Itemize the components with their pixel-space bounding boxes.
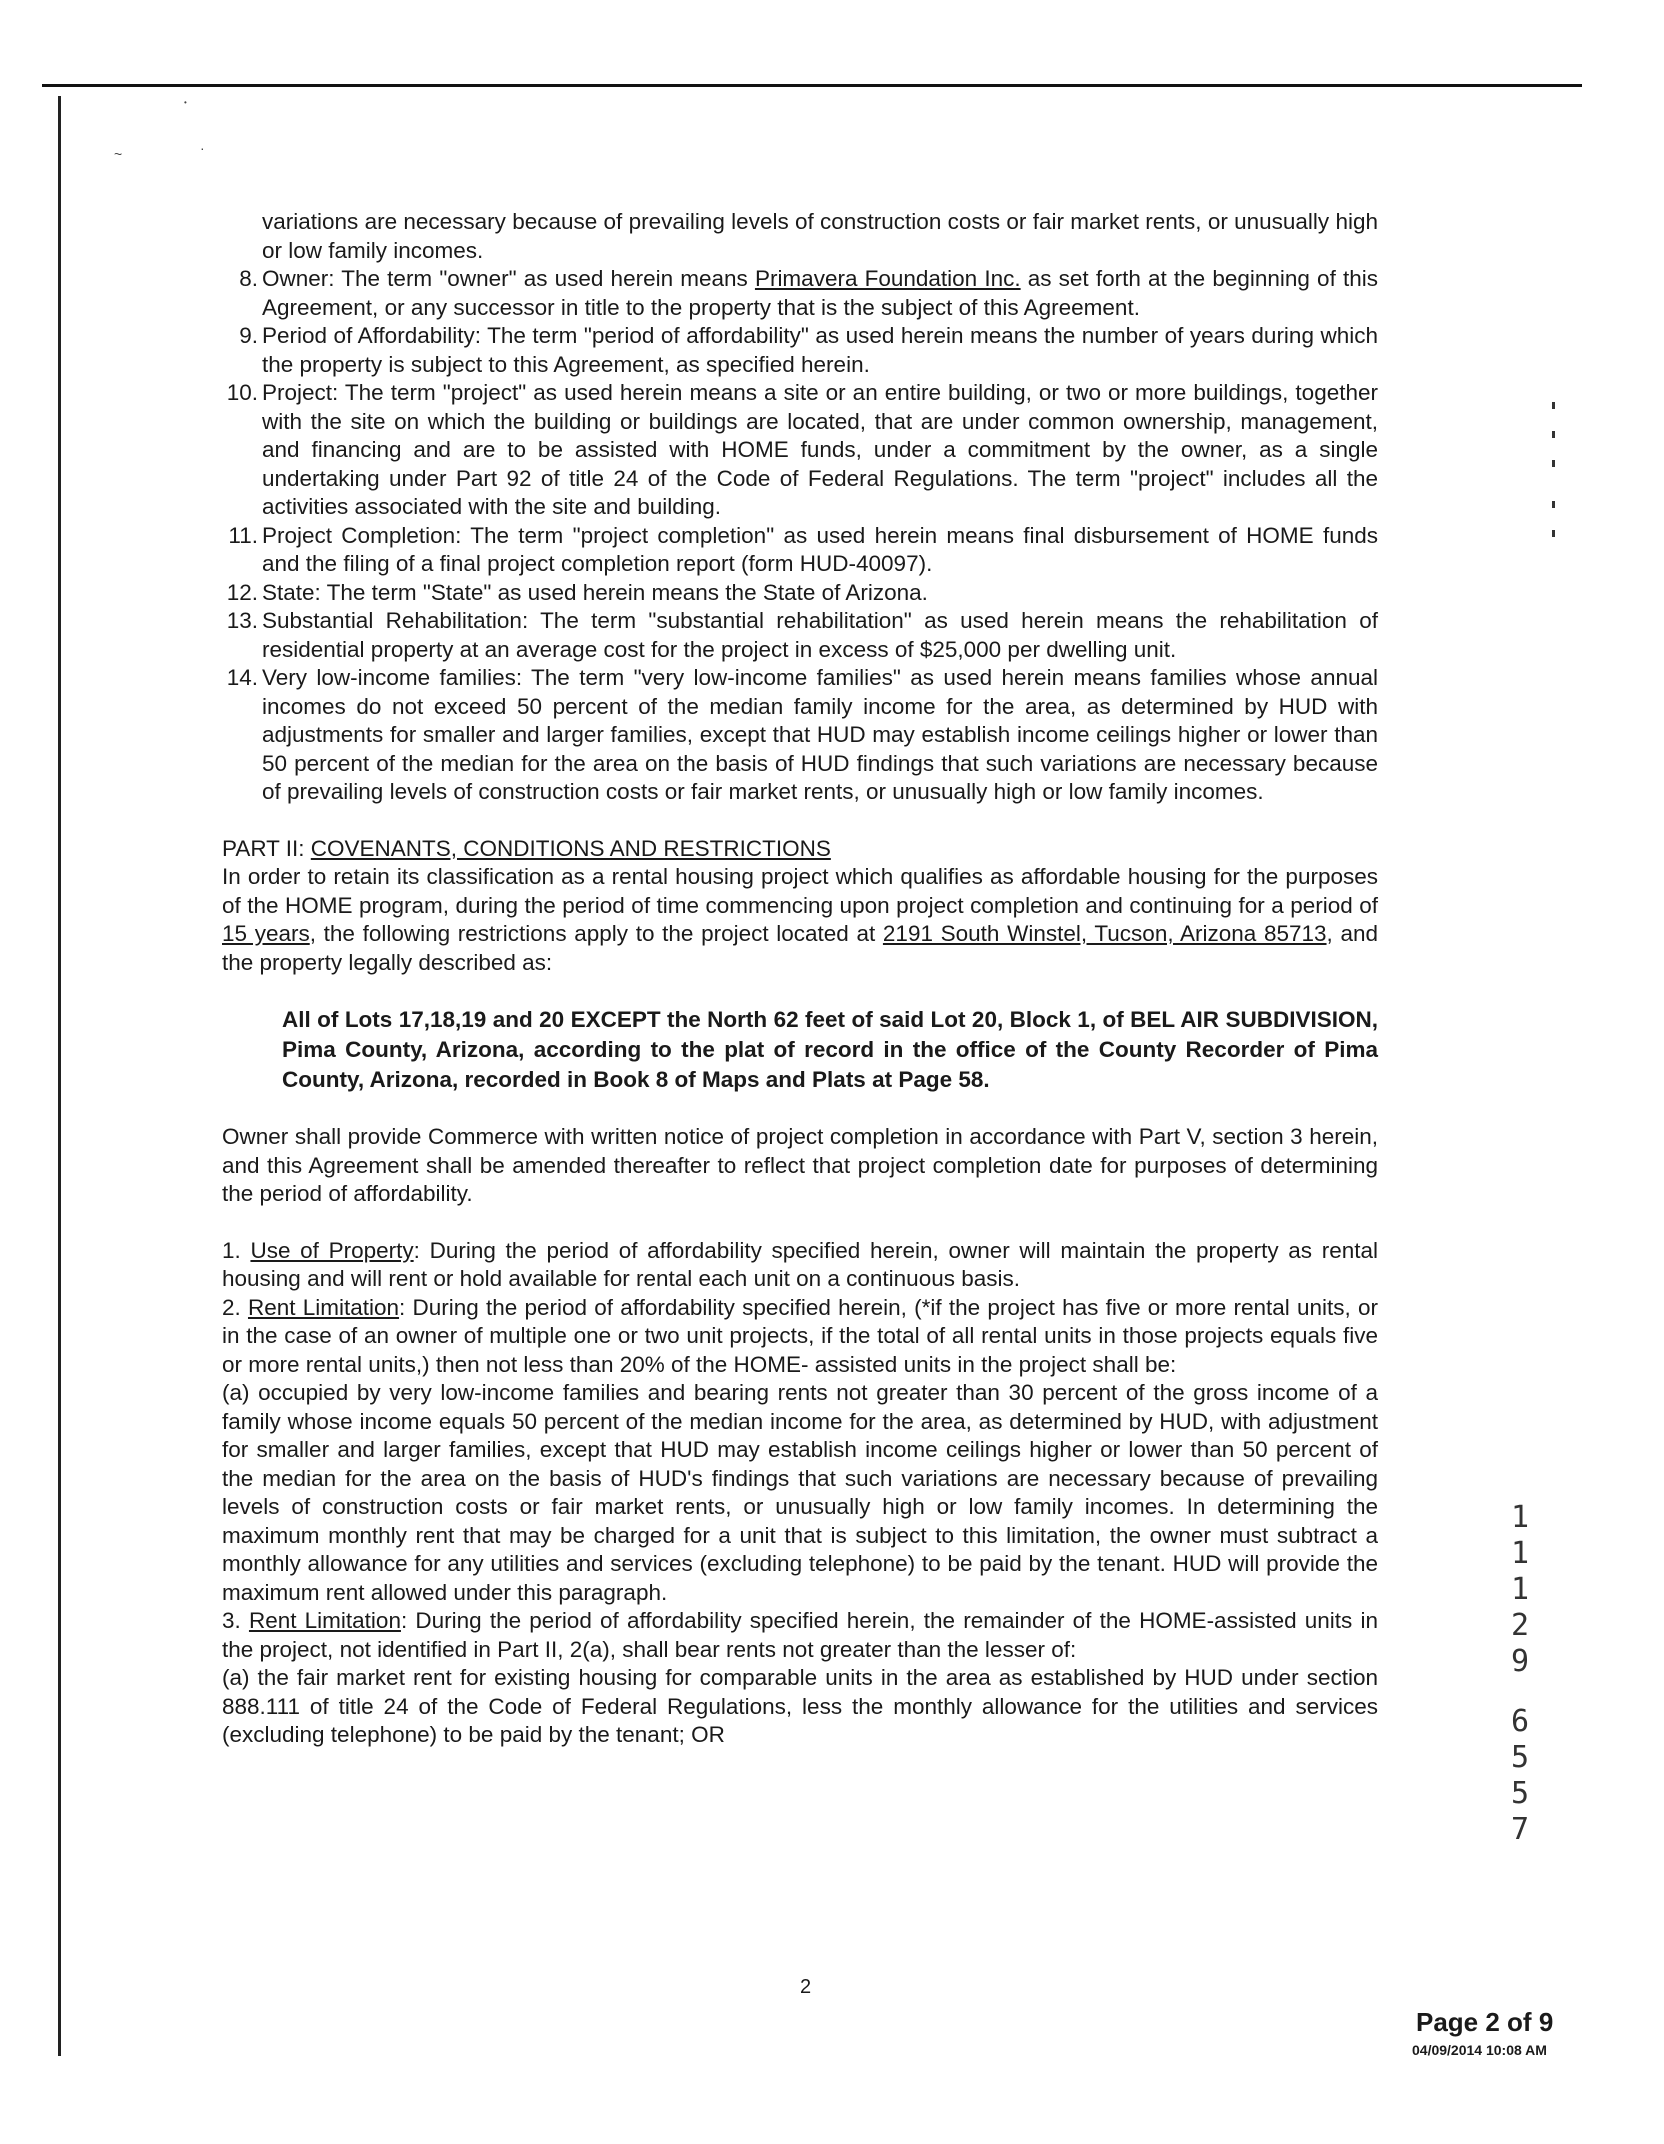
section-use-of-property: 1. Use of Property: During the period of affordability specified herein, owner will maintain the property as rental housing and will rent or hold available for rental each unit on a continuous basis. xyxy=(222,1237,1378,1291)
definition-state: 12. State: The term "State" as used herein means the State of Arizona. xyxy=(226,579,928,605)
section-rent-limitation-2a: (a) occupied by very low-income families and bearing rents not greater than 30 percent of the gross income of a family whose income equals 50 percent of the median income for the area, as determined by HUD, with adjustment for smaller and larger families, except that HUD may establish income ceilings higher or lower than 50 percent of the median for the area on the basis of HUD's findings that such variations are necessary because of prevailing levels of construction costs or fair market rents, or unusually high or low family incomes. In determining the maximum monthly rent that may be charged for a unit that is subject to this limitation, the owner must subtract a monthly allowance for any utilities and services (excluding telephone) to be paid by the tenant. HUD will provide the maximum rent allowed under this paragraph. xyxy=(222,1380,1378,1605)
definition-project-completion: 11. Project Completion: The term "project completion" as used herein means final disbursement of HOME funds and the filing of a final project completion report (form HUD-40097). xyxy=(228,522,1378,576)
scan-speck: · xyxy=(200,140,205,156)
lead-in-text: variations are necessary because of prevailing levels of construction costs or fair market rents, or unusually high or low family incomes. xyxy=(262,209,1378,263)
scan-speck: • xyxy=(184,98,187,107)
part2-intro: In order to retain its classification as a rental housing project which qualifies as affordable housing for the purposes of the HOME program, during the period of time commencing upon project completion and continuing for a period of 15 years, the following restrictions apply to the project located at 2191 South Winstel, Tucson, Arizona 85713, and the property legally described as: xyxy=(222,864,1378,975)
part2-heading: PART II: COVENANTS, CONDITIONS AND RESTRICTIONS xyxy=(222,835,831,861)
margin-marks xyxy=(1552,402,1560,559)
definition-period-of-affordability: 9. Period of Affordability: The term "period of affordability" as used herein means the number of years during which the property is subject to this Agreement, as specified herein. xyxy=(239,323,1378,377)
fax-timestamp: 04/09/2014 10:08 AM xyxy=(1412,2042,1547,2058)
definition-project: 10. Project: The term "project" as used herein means a site or an entire building, or two or more buildings, together with the site on which the building or buildings are located, that are under common ownership, management, and financing and are to be assisted with HOME funds, under a commitment by the owner, as a single undertaking under Part 92 of title 24 of the Code of Federal Regulations. The term "project" includes all the activities associated with the site and building. xyxy=(226,380,1378,519)
left-border-line xyxy=(58,96,61,2056)
definition-owner: 8. Owner: The term "owner" as used herein means Primavera Foundation Inc. as set forth at the beginning of this Agreement, or any successor in title to the property that is the subject of this Agreement. xyxy=(239,266,1378,320)
legal-description: All of Lots 17,18,19 and 20 EXCEPT the North 62 feet of said Lot 20, Block 1, of BEL AIR SUBDIVISION, Pima County, Arizona, according to the plat of record in the office of the County Recorder of Pima County, Arizona, recorded in Book 8 of Maps and Plats at Page 58. xyxy=(282,1007,1378,1092)
affordability-years: 15 years xyxy=(222,921,310,946)
top-border-line xyxy=(42,84,1582,87)
section-rent-limitation-2: 2. Rent Limitation: During the period of affordability specified herein, (*if the project has five or more rental units, or in the case of an owner of multiple one or two unit projects, if the total of all rental units in those projects equals five or more rental units,) then not less than 20% of the HOME- assisted units in the project shall be: xyxy=(222,1294,1378,1377)
definition-substantial-rehabilitation: 13. Substantial Rehabilitation: The term "substantial rehabilitation" as used herein means the rehabilitation of residential property at an average cost for the project in excess of $25,000 per dwelling unit. xyxy=(226,608,1378,662)
owner-name: Primavera Foundation Inc. xyxy=(754,266,1021,291)
section-rent-limitation-3a: (a) the fair market rent for existing housing for comparable units in the area as established by HUD under section 888.111 of title 24 of the Code of Federal Regulations, less the monthly allowance for the utilities and services (excluding telephone) to be paid by the tenant; OR xyxy=(222,1665,1378,1747)
section-rent-limitation-3: 3. Rent Limitation: During the period of affordability specified herein, the remainder of the HOME-assisted units in the project, not identified in Part II, 2(a), shall bear rents not greater than the lesser of: xyxy=(222,1608,1378,1662)
document-body xyxy=(222,208,1378,1750)
fax-page-label: Page 2 of 9 xyxy=(1416,2007,1554,2037)
scan-speck: ~ xyxy=(114,146,123,162)
completion-notice: Owner shall provide Commerce with written notice of project completion in accordance with Part V, section 3 herein, and this Agreement shall be amended thereafter to reflect that project completion date for purposes of determining the period of affordability. xyxy=(222,1124,1378,1206)
property-address: 2191 South Winstel, Tucson, Arizona 85713 xyxy=(882,921,1327,946)
part2-title: COVENANTS, CONDITIONS AND RESTRICTIONS xyxy=(310,835,831,861)
definition-very-low-income-families: 14. Very low-income families: The term "very low-income families" as used herein means families whose annual incomes do not exceed 50 percent of the median family income for the area, as determined by HUD with adjustments for smaller and larger families, except that HUD may establish income ceilings higher or lower than 50 percent of the median for the area on the basis of HUD findings that such variations are necessary because of prevailing levels of construction costs or fair market rents, or unusually high or low family incomes. xyxy=(226,665,1378,804)
vertical-stamp-number: 1 1 1 2 9 6 5 5 7 xyxy=(1510,1500,1530,1847)
page-number: 2 xyxy=(800,1976,812,1998)
